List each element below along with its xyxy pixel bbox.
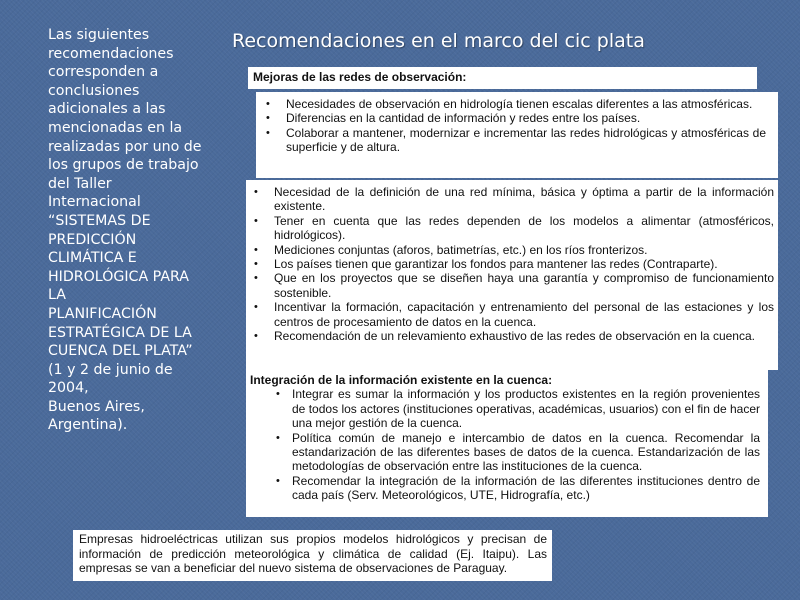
list-item-text: Incentivar la formación, capacitación y entrenamiento del personal de las estaciones y los centros de procesamiento de datos en la cuenca. xyxy=(274,300,774,329)
list-item xyxy=(246,214,774,243)
bullet-icon: • xyxy=(276,388,280,401)
list-item-text: Colaborar a mantener, modernizar e incrementar las redes hidrológicas y atmosféricas de superficie y de altura. xyxy=(286,125,766,155)
integration-list xyxy=(250,387,760,502)
bullet-icon: • xyxy=(266,112,270,125)
list-item xyxy=(270,474,760,503)
side-description: Las siguientes recomendaciones corresponden a conclusiones adicionales a las mencionadas en la realizadas por uno de los grupos de trabajo del Taller Internacional “SISTEMAS DE PREDICCIÓN CLIMÁTICA E HIDROLÓGICA PARA LA PLANIFICACIÓN ESTRATÉGICA DE LA CUENCA DEL PLATA” (1 y 2 de junio de 2004, Buenos Aires, Argentina). xyxy=(48,27,202,434)
bullet-icon: • xyxy=(254,243,258,256)
list-item xyxy=(246,300,774,329)
bullet-icon: • xyxy=(276,431,280,444)
list-item-text: Política común de manejo e intercambio de datos en la cuenca. Recomendar la estandarización de las diferentes bases de datos de la cuenca. Estandarización de las metodologías de observación entre las instituciones de la cuenca. xyxy=(292,430,760,474)
list-item xyxy=(256,111,766,125)
slide-title: Recomendaciones en el marco del cic plata xyxy=(232,30,645,52)
list-item xyxy=(246,243,774,257)
list-item-text: Necesidad de la definición de una red mínima, básica y óptima a partir de la información existente. xyxy=(274,185,774,214)
list-item xyxy=(246,329,774,343)
list-item-text: Que en los proyectos que se diseñen haya una garantía y compromiso de funcionamiento sostenible. xyxy=(274,271,774,300)
list-item xyxy=(256,97,766,111)
networks-list-a xyxy=(256,97,766,155)
list-item-text: Los países tienen que garantizar los fondos para mantener las redes (Contraparte). xyxy=(274,257,718,272)
bullet-icon: • xyxy=(254,186,258,198)
list-item-text: Integrar es sumar la información y los productos existentes en la región provenientes de todos los actores (instituciones operativas, académicas, usuarios) con el fin de hacer una mejor gestión de la cuenca. xyxy=(292,387,760,431)
list-item-text: Diferencias en la cantidad de información y redes entre los países. xyxy=(286,111,641,126)
list-item xyxy=(246,257,774,271)
list-item xyxy=(270,431,760,474)
bullet-icon: • xyxy=(276,474,280,487)
integration-heading: Integración de la información existente en la cuenca: xyxy=(250,373,553,387)
footer-note: Empresas hidroeléctricas utilizan sus propios modelos hidrológicos y precisan de información de predicción meteorológica y climática de calidad (Ej. Itaipu). Las empresas se van a beneficiar del nuevo sistema de observaciones de Paraguay. xyxy=(73,530,552,581)
list-item xyxy=(246,185,774,214)
networks-list-b xyxy=(246,185,774,343)
bullet-icon: • xyxy=(254,214,258,227)
list-item-text: Recomendación de un relevamiento exhaustivo de las redes de observación en la cuenca. xyxy=(274,329,755,344)
list-item-text: Recomendar la integración de la información de las diferentes instituciones dentro de cada país (Serv. Meteorológicos, UTE, Hidrografía, etc.) xyxy=(292,473,760,503)
networks-heading: Mejoras de las redes de observación: xyxy=(253,70,467,84)
list-item-text: Necesidades de observación en hidrología tienen escalas diferentes a las atmosféricas. xyxy=(286,97,753,111)
networks-panel-a xyxy=(256,92,778,178)
list-item xyxy=(246,271,774,300)
list-item xyxy=(270,387,760,430)
bullet-icon: • xyxy=(266,126,270,139)
networks-panel-b xyxy=(246,180,778,370)
bullet-icon: • xyxy=(254,301,258,314)
bullet-icon: • xyxy=(254,330,258,343)
list-item xyxy=(256,126,766,155)
bullet-icon: • xyxy=(266,98,270,110)
bullet-icon: • xyxy=(254,272,258,285)
integration-panel xyxy=(246,370,768,517)
bullet-icon: • xyxy=(254,258,258,271)
list-item-text: Tener en cuenta que las redes dependen de los modelos a alimentar (atmosféricos, hidrológicos). xyxy=(274,213,774,243)
networks-heading-box xyxy=(248,67,757,89)
list-item-text: Mediciones conjuntas (aforos, batimetrías, etc.) en los ríos fronterizos. xyxy=(274,242,648,257)
